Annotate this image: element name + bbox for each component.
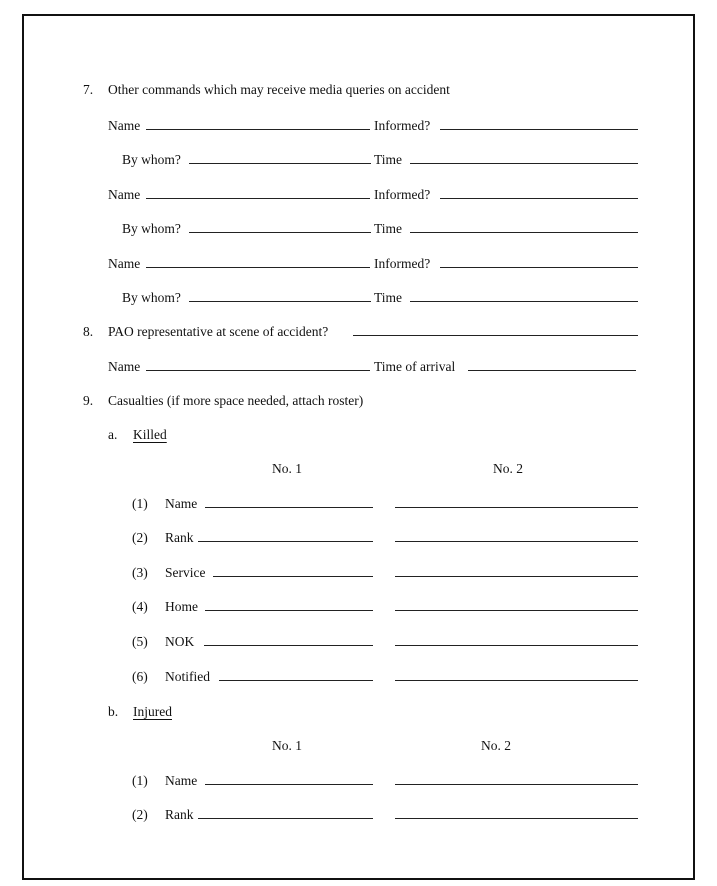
name-label: Name	[108, 118, 141, 133]
item-label: Service	[165, 565, 206, 580]
time-field[interactable]	[410, 163, 638, 164]
section-8-heading: PAO representative at scene of accident?	[108, 324, 329, 339]
killed-name-field-1[interactable]	[205, 507, 373, 508]
section-9-heading: Casualties (if more space needed, attach roster)	[108, 393, 364, 408]
injured-name-field-1[interactable]	[205, 784, 373, 785]
time-label: Time	[374, 290, 403, 305]
killed-nok-field-2[interactable]	[395, 645, 638, 646]
informed-field[interactable]	[440, 267, 638, 268]
section-7-number: 7.	[83, 82, 94, 97]
item-number: (5)	[132, 634, 148, 649]
name-field[interactable]	[146, 267, 370, 268]
name-label: Name	[108, 359, 141, 374]
by-whom-field[interactable]	[189, 301, 371, 302]
item-label: Rank	[165, 807, 194, 822]
informed-label: Informed?	[374, 118, 431, 133]
killed-letter: a.	[108, 427, 118, 442]
time-of-arrival-label: Time of arrival	[374, 359, 456, 374]
informed-field[interactable]	[440, 198, 638, 199]
killed-service-field-2[interactable]	[395, 576, 638, 577]
killed-service-field-1[interactable]	[213, 576, 373, 577]
by-whom-label: By whom?	[122, 290, 181, 305]
item-label: Home	[165, 599, 198, 614]
informed-label: Informed?	[374, 187, 431, 202]
section-8-number: 8.	[83, 324, 94, 339]
injured-rank-field-1[interactable]	[198, 818, 373, 819]
name-field[interactable]	[146, 198, 370, 199]
killed-home-field-1[interactable]	[205, 610, 373, 611]
column-2-header: No. 2	[481, 738, 511, 753]
killed-name-field-2[interactable]	[395, 507, 638, 508]
page-border	[22, 14, 695, 880]
item-number: (2)	[132, 807, 148, 822]
column-1-header: No. 1	[272, 738, 302, 753]
by-whom-label: By whom?	[122, 221, 181, 236]
item-label: Notified	[165, 669, 210, 684]
section-9-number: 9.	[83, 393, 94, 408]
killed-heading: Killed	[133, 427, 167, 442]
pao-representative-field[interactable]	[353, 335, 638, 336]
item-label: Rank	[165, 530, 194, 545]
name-field[interactable]	[146, 370, 370, 371]
time-field[interactable]	[410, 301, 638, 302]
informed-label: Informed?	[374, 256, 431, 271]
injured-rank-field-2[interactable]	[395, 818, 638, 819]
name-label: Name	[108, 187, 141, 202]
item-number: (3)	[132, 565, 148, 580]
time-field[interactable]	[410, 232, 638, 233]
by-whom-field[interactable]	[189, 163, 371, 164]
killed-rank-field-1[interactable]	[198, 541, 373, 542]
injured-heading: Injured	[133, 704, 172, 719]
name-field[interactable]	[146, 129, 370, 130]
item-number: (1)	[132, 496, 148, 511]
item-label: NOK	[165, 634, 195, 649]
by-whom-label: By whom?	[122, 152, 181, 167]
time-of-arrival-field[interactable]	[468, 370, 636, 371]
injured-name-field-2[interactable]	[395, 784, 638, 785]
injured-letter: b.	[108, 704, 119, 719]
column-2-header: No. 2	[493, 461, 523, 476]
item-number: (4)	[132, 599, 148, 614]
name-label: Name	[108, 256, 141, 271]
time-label: Time	[374, 221, 403, 236]
time-label: Time	[374, 152, 403, 167]
killed-rank-field-2[interactable]	[395, 541, 638, 542]
killed-home-field-2[interactable]	[395, 610, 638, 611]
column-1-header: No. 1	[272, 461, 302, 476]
killed-notified-field-2[interactable]	[395, 680, 638, 681]
by-whom-field[interactable]	[189, 232, 371, 233]
item-number: (6)	[132, 669, 148, 684]
item-number: (1)	[132, 773, 148, 788]
informed-field[interactable]	[440, 129, 638, 130]
item-label: Name	[165, 496, 198, 511]
killed-nok-field-1[interactable]	[204, 645, 373, 646]
section-7-heading: Other commands which may receive media queries on accident	[108, 82, 450, 97]
item-label: Name	[165, 773, 198, 788]
killed-notified-field-1[interactable]	[219, 680, 373, 681]
item-number: (2)	[132, 530, 148, 545]
